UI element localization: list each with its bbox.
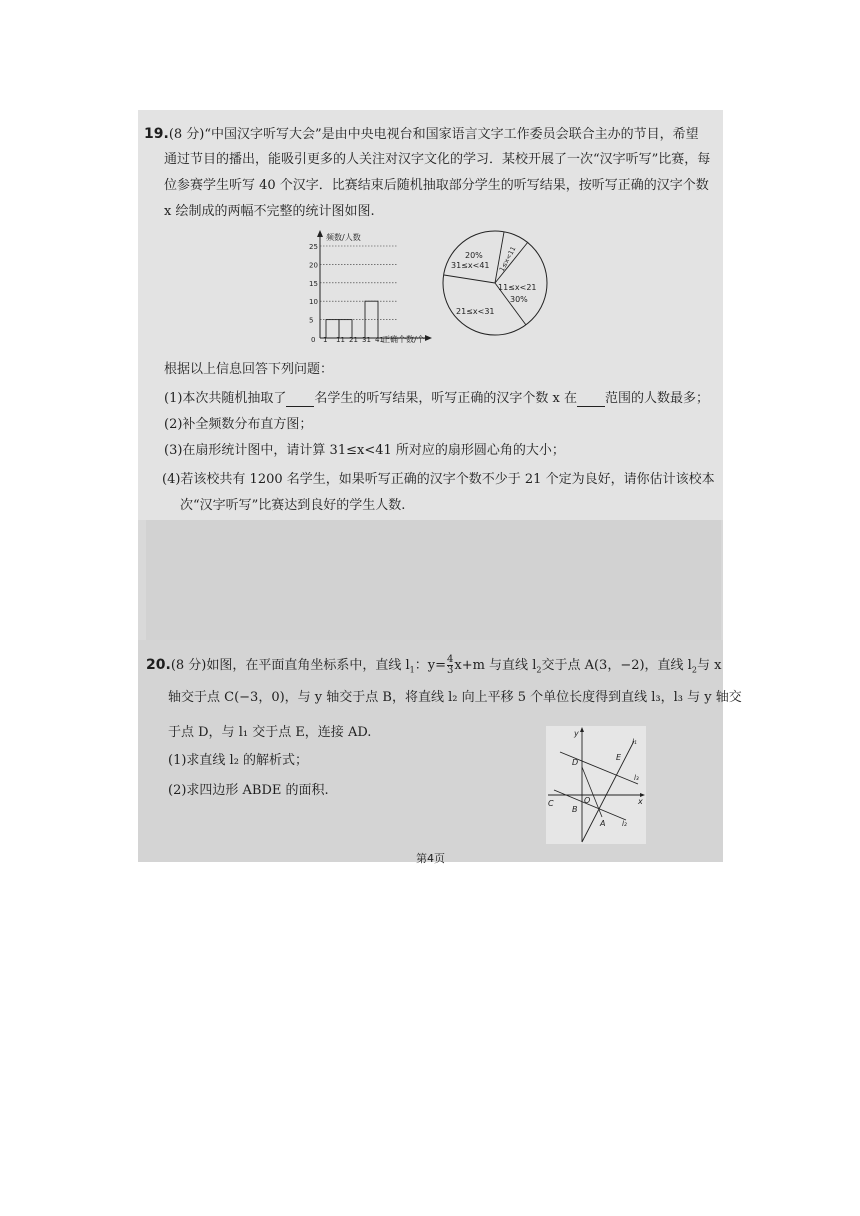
- y-tick-label: 20: [309, 261, 318, 270]
- q20-sub2: (2)求四边形 ABDE 的面积.: [168, 783, 329, 798]
- slice-31-41-percent: 20%: [465, 251, 483, 260]
- label-O: O: [584, 796, 591, 805]
- slice-21-31-label: 21≤x<31: [456, 307, 495, 316]
- fraction-4-3: $\frac{4}{3}$: [447, 654, 454, 676]
- slice-11-21-label: 11≤x<21: [498, 283, 537, 292]
- x-axis-arrow: [425, 335, 432, 341]
- label-C: C: [548, 799, 554, 808]
- x-tick-label: 1: [323, 336, 328, 343]
- pie-chart: [440, 228, 550, 338]
- label-x: x: [638, 797, 643, 806]
- answer-blank-1[interactable]: [286, 394, 314, 407]
- pie-divider-1: [495, 232, 504, 283]
- label-l2: l₂: [622, 820, 627, 828]
- origin-label: 0: [311, 336, 316, 343]
- y-tick-label: 25: [309, 243, 318, 251]
- q20-line-2: 轴交于点 C(−3，0)，与 y 轴交于点 B，将直线 l₂ 向上平移 5 个单位长度得到直线 l₃，l₃ 与 y 轴交: [168, 690, 742, 705]
- q19-sub1: (1)本次共随机抽取了 名学生的听写结果，听写正确的汉字个数 x 在 范围的人数最多；: [164, 391, 710, 406]
- label-A: A: [600, 819, 606, 828]
- label-l3: l₃: [634, 774, 639, 782]
- q19-sub4-line2: 次“汉字听写”比赛达到良好的学生人数.: [180, 498, 406, 513]
- q19-line-4: x 绘制成的两幅不完整的统计图如图.: [164, 204, 375, 219]
- q19-line-3: 位参赛学生听写 40 个汉字．比赛结束后随机抽取部分学生的听写结果，按听写正确的汉字个数: [164, 178, 709, 193]
- y-tick-label: 10: [309, 298, 318, 307]
- slice-11-21-percent: 30%: [510, 295, 528, 304]
- pie-divider-4: [444, 275, 495, 283]
- x-axis-label: 正确个数/个: [382, 335, 425, 343]
- x-tick-label: 11: [336, 336, 345, 343]
- q20-sub1: (1)求直线 l₂ 的解析式；: [168, 753, 309, 768]
- question-20-block: [138, 640, 742, 862]
- label-D: D: [572, 758, 579, 767]
- y-tick-label: 15: [309, 279, 318, 288]
- q19-line-2: 通过节目的播出，能吸引更多的人关注对汉字文化的学习．某校开展了一次“汉字听写”比赛，每: [164, 152, 711, 167]
- label-y: y: [574, 729, 579, 738]
- q20-number: 20.: [146, 657, 171, 673]
- x-tick-label: 41: [375, 336, 384, 343]
- histogram-chart: [308, 228, 458, 343]
- slice-1-11-label: 1≤x<11: [497, 245, 518, 273]
- q19-number: 19.: [144, 126, 169, 142]
- slice-31-41-label: 31≤x<41: [451, 261, 490, 270]
- q19-sub2: (2)补全频数分布直方图；: [164, 417, 313, 432]
- q20-line-3: 于点 D，与 l₁ 交于点 E，连接 AD.: [168, 725, 372, 740]
- q19-sub3: (3)在扇形统计图中，请计算 31≤x<41 所对应的扇形圆心角的大小；: [164, 443, 565, 458]
- label-E: E: [616, 753, 622, 762]
- x-tick-label: 21: [349, 336, 358, 343]
- label-B: B: [572, 805, 578, 814]
- label-l1: l₁: [632, 738, 637, 746]
- x-tick-label: 31: [362, 336, 371, 343]
- q19-prompt: 根据以上信息回答下列问题：: [164, 362, 334, 377]
- q19-line-1: 19.(8 分)“中国汉字听写大会”是由中央电视台和国家语言文字工作委员会联合主办的节目，希望: [144, 126, 699, 142]
- question-19-block: [138, 110, 723, 520]
- q20-line-1: 20.(8 分)如图，在平面直角坐标系中，直线 $l_1$：y= $\frac{4}{3}$ x+m 与直线 $l_2$交于点 A(3，−2)，直线 $l_2$与 x: [146, 654, 722, 676]
- y-tick-label: 5: [309, 316, 314, 325]
- answer-space: [146, 520, 721, 640]
- y-axis-label: 频数/人数: [326, 233, 361, 242]
- y-axis-arrow: [317, 230, 323, 237]
- answer-blank-2[interactable]: [577, 394, 605, 407]
- page-footer: 第4页: [416, 852, 445, 865]
- exam-page: [138, 110, 742, 865]
- coordinate-figure: [546, 726, 646, 844]
- q19-sub4-line1: (4)若该校共有 1200 名学生，如果听写正确的汉字个数不少于 21 个定为良好，请你估计该校本: [162, 472, 715, 487]
